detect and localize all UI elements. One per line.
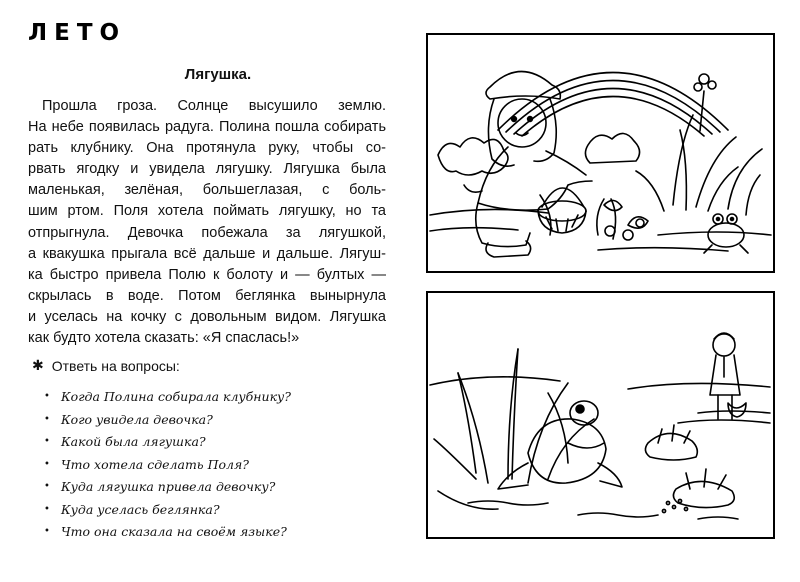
story-line: и уселась на кочку с довольным видом. Лягушка [28, 308, 386, 325]
question-text: Что она сказала на своём языке? [61, 524, 287, 539]
story-line: отпрыгнула. Девочка побежала за лягушкой, [28, 224, 386, 241]
question-text: Какой была лягушка? [61, 434, 206, 449]
ground-lines [430, 209, 771, 251]
bullet-icon: • [44, 503, 50, 515]
question-text: Куда уселась беглянка? [61, 501, 220, 517]
bullet-icon: • [44, 526, 50, 537]
water-icon [438, 491, 738, 519]
question-item [44, 499, 291, 522]
bullet-icon: • [44, 436, 50, 447]
frog-big-icon [498, 401, 622, 489]
bullet-icon: • [44, 481, 50, 492]
question-item [44, 409, 291, 432]
task-heading [32, 357, 180, 374]
tussocks-icon [645, 425, 734, 508]
story-text [28, 96, 386, 349]
question-text: Куда лягушка привела девочку? [61, 479, 276, 494]
strawberry-plants-icon [597, 199, 648, 240]
story-line: рать клубнику. Она протянула руку, чтобы со- [28, 140, 386, 157]
bushes-icon [438, 133, 640, 192]
story-line: а квакушка прыгала всё дальше и дальше. Лягуш- [28, 245, 386, 262]
girl-small-icon [710, 333, 746, 419]
bullet-icon: • [44, 458, 50, 470]
page-header: ЛЕТО [28, 20, 127, 46]
star-icon: ✱ [32, 357, 44, 373]
grass-icon [636, 115, 762, 215]
question-text: Что хотела сделать Поля? [61, 456, 249, 472]
story-line: шим ртом. Поля хотела поймать лягушку, но та [28, 203, 386, 220]
illustration-frog-swamp [426, 291, 775, 539]
question-list [44, 386, 291, 544]
bullet-icon: • [44, 391, 50, 402]
bullet-icon: • [44, 413, 50, 425]
story-line: Прошла гроза. Солнце высушило землю. [42, 98, 386, 114]
question-text: Когда Полина собирала клубнику? [61, 389, 292, 404]
story-line: маленькая, зелёная, большеглазая, с боль- [28, 182, 386, 199]
question-item [44, 431, 291, 454]
question-item [44, 521, 291, 544]
frog-icon [704, 214, 748, 253]
story-line: рвать ягодку и увидела лягушку. Лягушка была [28, 161, 386, 178]
pebbles-icon [662, 499, 687, 512]
shore-lines [678, 411, 770, 423]
question-item [44, 454, 291, 477]
rainbow-icon [498, 73, 728, 137]
story-line: На небе появилась радуга. Полина пошла собирать [28, 119, 386, 136]
story-line: скрылась в воде. Потом беглянка вынырнула [28, 287, 386, 304]
story-line: ка быстро привела Полю к болоту и — бултых — [28, 266, 386, 283]
question-text: Кого увидела девочка? [61, 411, 213, 427]
question-item [44, 386, 291, 409]
story-line: как будто хотела сказать: «Я спаслась!» [28, 330, 300, 347]
task-label: Ответь на вопросы: [51, 357, 180, 374]
illustration-girl-strawberries [426, 33, 775, 273]
hills-lines [430, 377, 770, 389]
story-title: Лягушка. [184, 66, 252, 83]
question-item [44, 476, 291, 499]
